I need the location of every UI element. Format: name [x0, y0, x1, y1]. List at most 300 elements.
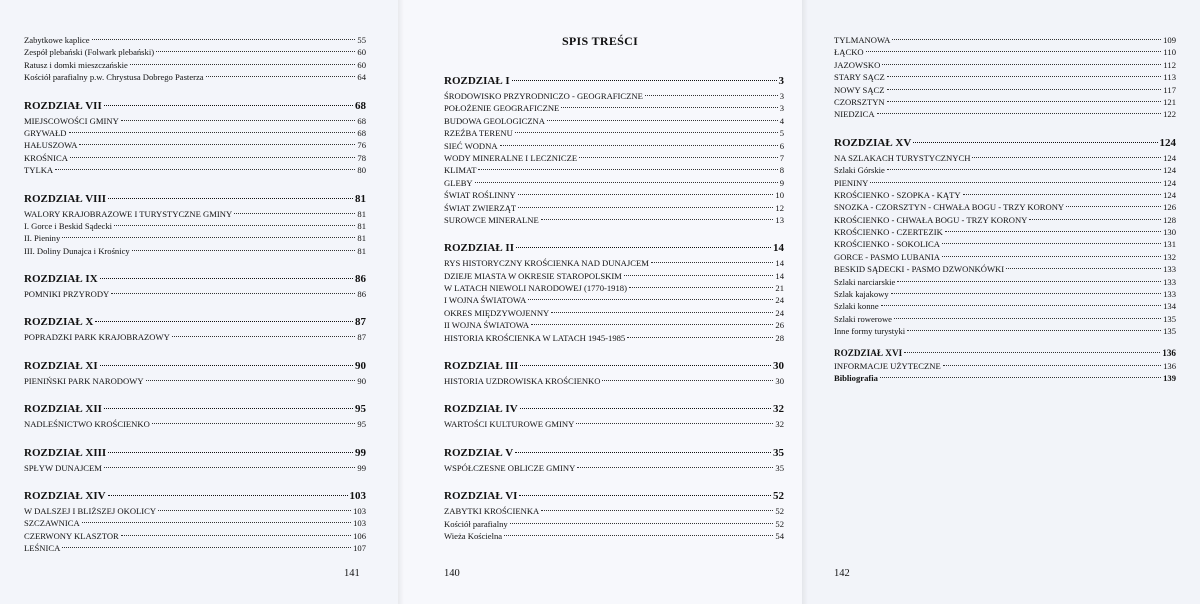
page-ref: 8	[779, 165, 784, 176]
entry-title: NOWY SĄCZ	[834, 84, 885, 95]
chapter-title: ROZDZIAŁ XIII	[24, 446, 107, 459]
toc-entry-row	[444, 102, 784, 114]
toc-entry-row	[24, 288, 366, 300]
page-ref: 7	[779, 152, 784, 163]
dot-leader	[651, 262, 774, 263]
entry-title: PIENIŃSKI PARK NARODOWY	[24, 375, 144, 386]
toc-chapter-row	[24, 357, 366, 375]
toc-chapter-row	[24, 313, 366, 331]
section-gap	[444, 344, 784, 357]
section-gap	[444, 226, 784, 239]
entry-title: TYLMANOWA	[834, 35, 891, 45]
page-ref: 81	[357, 220, 366, 231]
page-ref: 124	[1163, 165, 1176, 176]
entry-title: Kościół parafialny p.w. Chrystusa Dobrego Pasterza	[24, 72, 204, 83]
page-ref: 64	[357, 72, 366, 83]
toc-entry-row	[834, 96, 1176, 108]
page-ref: 81	[357, 208, 366, 219]
page-ref: 95	[355, 403, 366, 416]
dot-leader	[516, 247, 771, 248]
dot-leader	[1029, 219, 1161, 220]
dot-leader	[518, 207, 773, 208]
dot-leader	[82, 522, 351, 523]
toc-entry-row	[444, 332, 784, 344]
dot-leader	[104, 105, 353, 106]
page-ref: 128	[1163, 214, 1176, 225]
toc-entry-row	[834, 263, 1176, 275]
dot-leader	[95, 321, 353, 322]
entry-title: CZORSZTYN	[834, 96, 885, 107]
page-ref: 60	[357, 59, 366, 70]
page-ref: 12	[775, 202, 784, 213]
entry-title: Zespół plebański (Folwark plebański)	[24, 47, 155, 58]
chapter-title: ROZDZIAŁ XIV	[24, 490, 106, 503]
toc-entry-row	[24, 46, 366, 58]
dot-leader	[130, 64, 356, 65]
page-ref: 68	[357, 115, 366, 126]
dot-leader	[629, 287, 773, 288]
dot-leader	[55, 169, 355, 170]
entry-title: POPRADZKI PARK KRAJOBRAZOWY	[24, 332, 170, 343]
toc-entry-row	[444, 164, 784, 176]
toc-entry-row	[444, 270, 784, 282]
toc-entry-row	[24, 505, 366, 517]
toc-chapter-row	[24, 270, 366, 288]
dot-leader	[528, 299, 773, 300]
dot-leader	[132, 250, 356, 251]
page-ref: 5	[779, 128, 784, 139]
entry-title: STARY SĄCZ	[834, 72, 885, 83]
chapter-title: ROZDZIAŁ IV	[444, 403, 518, 416]
page-ref: 126	[1163, 202, 1176, 213]
entry-title: JAZOWSKO	[834, 59, 881, 70]
dot-leader	[602, 380, 773, 381]
dot-leader	[520, 408, 771, 409]
dot-leader	[943, 365, 1161, 366]
dot-leader	[519, 495, 771, 496]
page-ref: 21	[775, 283, 784, 294]
toc-entry-row	[444, 375, 784, 387]
entry-title: BESKID SĄDECKI - PASMO DZWONKÓWKI	[834, 264, 1005, 275]
toc-entry-row	[444, 177, 784, 189]
toc-entry-row	[834, 164, 1176, 176]
dot-leader	[887, 76, 1162, 77]
page-ref: 78	[357, 152, 366, 163]
page-number-middle: 140	[444, 568, 460, 579]
toc-entry-row	[444, 257, 784, 269]
dot-leader	[108, 452, 353, 453]
dot-leader	[963, 194, 1162, 195]
section-gap	[444, 431, 784, 444]
entry-title: W LATACH NIEWOLI NARODOWEJ (1770-1918)	[444, 283, 627, 294]
dot-leader	[576, 423, 773, 424]
page-ref: 68	[357, 127, 366, 138]
page-ref: 13	[775, 214, 784, 225]
page-ref: 112	[1163, 59, 1176, 70]
dot-leader	[870, 182, 1161, 183]
toc-left-column	[24, 34, 366, 555]
dot-leader	[627, 337, 773, 338]
dot-leader	[541, 510, 773, 511]
entry-title: KROŚCIENKO - CHWAŁA BOGU - TRZY KORONY	[834, 214, 1028, 225]
entry-title: SNOZKA - CZORSZTYN - CHWAŁA BOGU - TRZY KORONY	[834, 202, 1065, 213]
dot-leader	[547, 120, 778, 121]
dot-leader	[1006, 268, 1161, 269]
page-ref: 76	[357, 140, 366, 151]
entry-title: ŚRODOWISKO PRZYRODNICZO - GEOGRAFICZNE	[444, 91, 643, 101]
page-ref: 14	[773, 242, 784, 255]
chapter-title: ROZDZIAŁ IX	[24, 273, 98, 286]
toc-entry-row	[24, 375, 366, 387]
toc-entry-row	[444, 140, 784, 152]
entry-title: SZCZAWNICA	[24, 518, 80, 529]
toc-entry-row	[444, 294, 784, 306]
entry-title: ŁĄCKO	[834, 47, 864, 58]
toc-chapter-row	[834, 347, 1176, 360]
toc-entry-row	[24, 530, 366, 542]
toc-entry-row	[834, 84, 1176, 96]
dot-leader	[942, 243, 1161, 244]
toc-chapter-row	[444, 357, 784, 375]
page-ref: 90	[357, 375, 366, 386]
entry-title: TYLKA	[24, 165, 54, 176]
page-ref: 81	[357, 245, 366, 256]
entry-title: Wieża Kościelna	[444, 530, 503, 541]
toc-entry-row	[834, 325, 1176, 337]
dot-leader	[500, 145, 778, 146]
toc-entry-row	[24, 34, 366, 46]
page-ref: 30	[775, 376, 784, 387]
dot-leader	[897, 281, 1161, 282]
page-ref: 110	[1163, 47, 1176, 58]
page-ref: 35	[773, 446, 784, 459]
entry-title: NIEDZICA	[834, 109, 875, 120]
page-ref: 130	[1163, 227, 1176, 238]
page-ref: 14	[775, 258, 784, 269]
entry-title: I WOJNA ŚWIATOWA	[444, 295, 527, 306]
dot-leader	[624, 275, 774, 276]
entry-title: GORCE - PASMO LUBANIA	[834, 251, 940, 262]
page-ref: 32	[773, 403, 784, 416]
page-ref: 135	[1163, 326, 1176, 337]
entry-title: WARTOŚCI KULTUROWE GMINY	[444, 419, 575, 430]
entry-title: KROŚCIENKO - CZERTEZIK	[834, 227, 943, 238]
toc-entry-row	[834, 300, 1176, 312]
dot-leader	[512, 80, 777, 81]
entry-title: ZABYTKI KROŚCIENKA	[444, 506, 540, 517]
toc-entry-row	[444, 462, 784, 474]
page-ref: 121	[1163, 96, 1176, 107]
dot-leader	[62, 547, 351, 548]
page-ref: 68	[355, 99, 366, 112]
toc-entry-row	[834, 360, 1176, 372]
dot-leader	[866, 51, 1162, 52]
toc-entry-row	[24, 462, 366, 474]
toc-entry-row	[444, 282, 784, 294]
page-ref: 124	[1163, 152, 1176, 163]
entry-title: HISTORIA KROŚCIENKA W LATACH 1945-1985	[444, 332, 626, 343]
dot-leader	[577, 467, 773, 468]
dot-leader	[551, 312, 773, 313]
toc-entry-row	[444, 90, 784, 102]
dot-leader	[70, 157, 355, 158]
section-gap	[24, 300, 366, 313]
page-ref: 87	[357, 332, 366, 343]
dot-leader	[877, 113, 1162, 114]
section-gap	[24, 84, 366, 97]
dot-leader	[945, 231, 1161, 232]
toc-entry-row	[834, 108, 1176, 120]
toc-entry-row	[24, 164, 366, 176]
section-gap	[24, 387, 366, 400]
entry-title: I. Gorce i Beskid Sądecki	[24, 220, 113, 231]
toc-entry-row	[24, 542, 366, 554]
dot-leader	[887, 89, 1162, 90]
page-ref: 55	[357, 35, 366, 45]
page-ref: 132	[1163, 251, 1176, 262]
entry-title: Zabytkowe kaplice	[24, 35, 90, 45]
toc-entry-row	[834, 276, 1176, 288]
page-ref: 10	[775, 190, 784, 201]
dot-leader	[79, 144, 355, 145]
entry-title: HISTORIA UZDROWISKA KROŚCIENKO	[444, 376, 601, 387]
entry-title: SPŁYW DUNAJCEM	[24, 462, 102, 473]
entry-title: Szlaki konne	[834, 301, 879, 312]
page-ref: 136	[1162, 347, 1176, 358]
dot-leader	[541, 219, 774, 220]
entry-title: NADLEŚNICTWO KROŚCIENKO	[24, 419, 150, 430]
toc-entry-row	[834, 59, 1176, 71]
page-ref: 103	[353, 518, 366, 529]
entry-title: III. Doliny Dunajca i Krośnicy	[24, 245, 130, 256]
dot-leader	[907, 330, 1161, 331]
page-number-right: 142	[834, 568, 850, 579]
dot-leader	[913, 142, 1157, 143]
toc-entry-row	[834, 71, 1176, 83]
page-ref: 81	[357, 233, 366, 244]
page-ref: 133	[1163, 289, 1176, 300]
entry-title: POŁOŻENIE GEOGRAFICZNE	[444, 103, 560, 114]
page-ref: 26	[775, 320, 784, 331]
page-ref: 134	[1163, 301, 1176, 312]
entry-title: MIEJSCOWOŚCI GMINY	[24, 115, 119, 126]
entry-title: CZERWONY KLASZTOR	[24, 530, 119, 541]
toc-entry-row	[834, 313, 1176, 325]
toc-entry-row	[24, 139, 366, 151]
toc-entry-row	[444, 189, 784, 201]
toc-entry-row	[834, 177, 1176, 189]
entry-title: RZEŹBA TERENU	[444, 128, 513, 139]
page-number-left: 141	[344, 568, 360, 579]
toc-entry-row	[24, 232, 366, 244]
page-ref: 54	[775, 530, 784, 541]
page-ref: 52	[775, 506, 784, 517]
page-ref: 35	[775, 462, 784, 473]
toc-chapter-row	[834, 134, 1176, 152]
dot-leader	[234, 213, 355, 214]
dot-leader	[111, 293, 355, 294]
page-ref: 28	[775, 332, 784, 343]
entry-title: POMNIKI PRZYRODY	[24, 289, 110, 300]
dot-leader	[104, 467, 355, 468]
section-gap	[834, 338, 1176, 347]
toc-entry-row	[444, 505, 784, 517]
page-ref: 136	[1163, 360, 1176, 371]
page-ref: 133	[1163, 264, 1176, 275]
toc-chapter-row	[444, 400, 784, 418]
chapter-title: ROZDZIAŁ VI	[444, 490, 518, 503]
page-ref: 107	[353, 543, 366, 554]
entry-title: DZIEJE MIASTA W OKRESIE STAROPOLSKIM	[444, 270, 622, 281]
entry-title: SIEĆ WODNA	[444, 140, 498, 151]
chapter-title: ROZDZIAŁ VII	[24, 99, 102, 112]
dot-leader	[100, 365, 353, 366]
toc-entry-row	[24, 71, 366, 83]
toc-entry-row	[444, 518, 784, 530]
page-ref: 95	[357, 419, 366, 430]
toc-entry-row	[834, 34, 1176, 46]
entry-title: II WOJNA ŚWIATOWA	[444, 320, 530, 331]
page-ref: 124	[1163, 177, 1176, 188]
entry-title: KLIMAT	[444, 165, 477, 176]
toc-entry-row	[24, 517, 366, 529]
toc-chapter-row	[24, 487, 366, 505]
toc-entry-row	[834, 226, 1176, 238]
page-ref: 99	[357, 462, 366, 473]
toc-entry-row	[834, 46, 1176, 58]
dot-leader	[882, 64, 1161, 65]
entry-title: HAŁUSZOWA	[24, 140, 78, 151]
toc-right-column	[834, 34, 1176, 384]
toc-entry-row	[444, 115, 784, 127]
dot-leader	[887, 169, 1161, 170]
dot-leader	[156, 51, 355, 52]
dot-leader	[892, 39, 1161, 40]
dot-leader	[104, 408, 353, 409]
page-title: SPIS TREŚCI	[561, 34, 639, 48]
dot-leader	[518, 194, 774, 195]
dot-leader	[881, 305, 1161, 306]
entry-title: KROŚNICA	[24, 152, 68, 163]
dot-leader	[152, 423, 356, 424]
dot-leader	[972, 157, 1161, 158]
page-ref: 3	[779, 91, 784, 101]
section-gap	[444, 387, 784, 400]
page-ref: 32	[775, 419, 784, 430]
dot-leader	[515, 132, 778, 133]
page-ref: 4	[779, 115, 784, 126]
entry-title: Bibliografia	[834, 372, 878, 383]
toc-chapter-row	[24, 400, 366, 418]
toc-entry-row	[24, 152, 366, 164]
entry-title: BUDOWA GEOLOGICZNA	[444, 115, 545, 126]
entry-title: ŚWIAT ROŚLINNY	[444, 190, 516, 201]
toc-entry-row	[444, 418, 784, 430]
entry-title: KROŚCIENKO - SOKOLICA	[834, 239, 940, 250]
toc-entry-row	[834, 214, 1176, 226]
section-gap	[24, 474, 366, 487]
chapter-title: ROZDZIAŁ XVI	[834, 347, 903, 358]
toc-entry-row	[834, 152, 1176, 164]
entry-title: NA SZLAKACH TURYSTYCZNYCH	[834, 152, 971, 163]
toc-entry-row	[444, 214, 784, 226]
page-ref: 122	[1163, 109, 1176, 120]
entry-title: LEŚNICA	[24, 543, 61, 554]
page-ref: 109	[1163, 35, 1176, 45]
toc-entry-row	[444, 127, 784, 139]
dot-leader	[62, 237, 355, 238]
dot-leader	[108, 495, 348, 496]
chapter-title: ROZDZIAŁ X	[24, 316, 94, 329]
page-ref: 103	[353, 506, 366, 517]
page-ref: 3	[778, 75, 784, 87]
dot-leader	[531, 324, 773, 325]
entry-title: GLEBY	[444, 177, 473, 188]
dot-leader	[942, 256, 1161, 257]
page-ref: 6	[779, 140, 784, 151]
toc-entry-row	[834, 372, 1176, 384]
chapter-title: ROZDZIAŁ II	[444, 242, 514, 255]
page-ref: 81	[355, 192, 366, 205]
page-ref: 99	[355, 446, 366, 459]
dot-leader	[121, 120, 356, 121]
dot-leader	[158, 510, 351, 511]
toc-entry-row	[834, 189, 1176, 201]
section-gap	[24, 431, 366, 444]
page-ref: 86	[357, 289, 366, 300]
dot-leader	[69, 132, 356, 133]
toc-entry-row	[444, 319, 784, 331]
section-gap	[834, 121, 1176, 134]
entry-title: WALORY KRAJOBRAZOWE I TURYSTYCZNE GMINY	[24, 208, 233, 219]
dot-leader	[645, 95, 778, 96]
entry-title: Inne formy turystyki	[834, 326, 906, 337]
section-gap	[444, 474, 784, 487]
toc-entry-row	[24, 59, 366, 71]
toc-chapter-row	[24, 190, 366, 208]
chapter-title: ROZDZIAŁ XI	[24, 359, 98, 372]
entry-title: Szlaki rowerowe	[834, 313, 892, 324]
toc-chapter-row	[24, 444, 366, 462]
page-ref: 30	[773, 360, 784, 373]
toc-entry-row	[24, 245, 366, 257]
toc-entry-row	[24, 418, 366, 430]
chapter-title: ROZDZIAŁ XV	[834, 136, 912, 149]
entry-title: W DALSZEJ I BLIŻSZEJ OKOLICY	[24, 506, 157, 517]
toc-entry-row	[24, 220, 366, 232]
dot-leader	[1066, 206, 1161, 207]
dot-leader	[894, 318, 1161, 319]
page-ref: 106	[353, 530, 366, 541]
entry-title: Szlak kajakowy	[834, 289, 889, 300]
page-ref: 124	[1163, 189, 1176, 200]
dot-leader	[579, 157, 778, 158]
page-ref: 139	[1163, 372, 1176, 383]
page-ref: 103	[349, 490, 366, 503]
page-ref: 124	[1159, 136, 1176, 149]
toc-entry-row	[24, 115, 366, 127]
page-ref: 90	[355, 359, 366, 372]
dot-leader	[510, 523, 774, 524]
toc-chapter-row	[444, 487, 784, 505]
toc-entry-row	[444, 530, 784, 542]
entry-title: Ratusz i domki mieszczańskie	[24, 59, 128, 70]
page-ref: 24	[775, 295, 784, 306]
dot-leader	[100, 278, 353, 279]
chapter-title: ROZDZIAŁ III	[444, 360, 519, 373]
entry-title: GRYWAŁD	[24, 127, 67, 138]
toc-chapter-row	[24, 97, 366, 115]
